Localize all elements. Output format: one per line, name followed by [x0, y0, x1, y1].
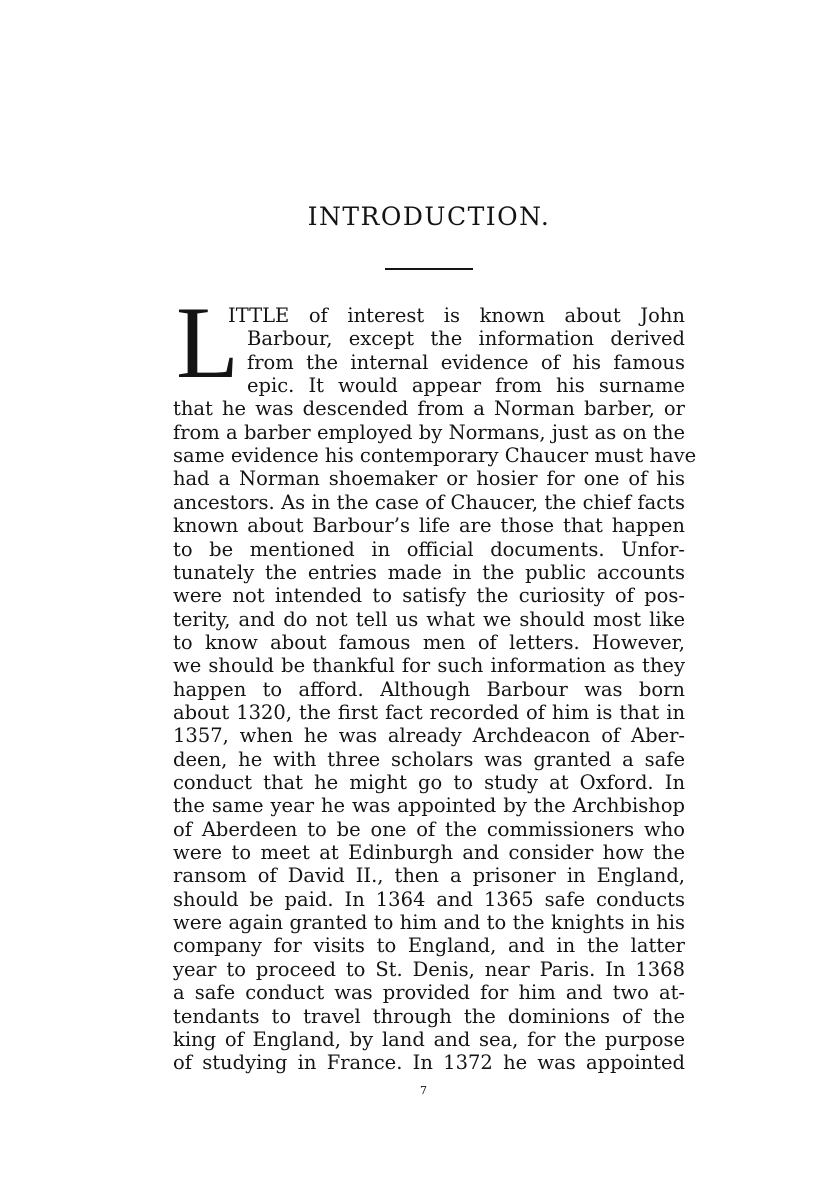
text-line: the same year he was appointed by the Archbishop — [173, 794, 685, 817]
text-line: were to meet at Edinburgh and consider how the — [173, 841, 685, 864]
text-line: year to proceed to St. Denis, near Paris. In 1368 — [173, 958, 685, 981]
page-number: 7 — [420, 1084, 427, 1097]
text-line: deen, he with three scholars was granted a safe — [173, 748, 685, 771]
text-line: of Aberdeen to be one of the commissioners who — [173, 818, 685, 841]
text-line: from a barber employed by Normans, just as on the — [173, 421, 685, 444]
text-line: ancestors. As in the case of Chaucer, the chief facts — [173, 491, 685, 514]
text-line: that he was descended from a Norman barber, or — [173, 397, 685, 420]
text-line: we should be thankful for such information as they — [173, 654, 685, 677]
text-line: tendants to travel through the dominions of the — [173, 1005, 685, 1028]
text-line: epic. It would appear from his surname — [247, 374, 685, 397]
text-line: king of England, by land and sea, for the purpose — [173, 1028, 685, 1051]
text-line: Barbour, except the information derived — [247, 327, 685, 350]
text-line: from the internal evidence of his famous — [247, 351, 685, 374]
text-line: had a Norman shoemaker or hosier for one of his — [173, 467, 685, 490]
text-line: a safe conduct was provided for him and two at- — [173, 981, 685, 1004]
title-rule — [385, 268, 473, 270]
text-line: terity, and do not tell us what we should most like — [173, 608, 685, 631]
text-line: were again granted to him and to the knights in his — [173, 911, 685, 934]
text-line: ransom of David II., then a prisoner in England, — [173, 864, 685, 887]
text-line: conduct that he might go to study at Oxford. In — [173, 771, 685, 794]
chapter-title: INTRODUCTION. — [307, 202, 551, 231]
text-line: to know about famous men of letters. However, — [173, 631, 685, 654]
text-line: to be mentioned in official documents. Unfor- — [173, 538, 685, 561]
text-line: about 1320, the first fact recorded of him is that in — [173, 701, 685, 724]
drop-cap: L — [176, 286, 239, 400]
text-line: same evidence his contemporary Chaucer must have — [173, 444, 697, 467]
text-line: ITTLE of interest is known about John — [228, 304, 685, 327]
text-line: should be paid. In 1364 and 1365 safe conducts — [173, 888, 685, 911]
text-line: of studying in France. In 1372 he was appointed — [173, 1051, 685, 1074]
text-line: were not intended to satisfy the curiosity of pos- — [173, 584, 685, 607]
text-line: tunately the entries made in the public accounts — [173, 561, 685, 584]
text-line: 1357, when he was already Archdeacon of Aber- — [173, 724, 685, 747]
text-line: happen to afford. Although Barbour was born — [173, 678, 685, 701]
text-line: known about Barbour’s life are those that happen — [173, 514, 685, 537]
text-line: company for visits to England, and in the latter — [173, 934, 685, 957]
